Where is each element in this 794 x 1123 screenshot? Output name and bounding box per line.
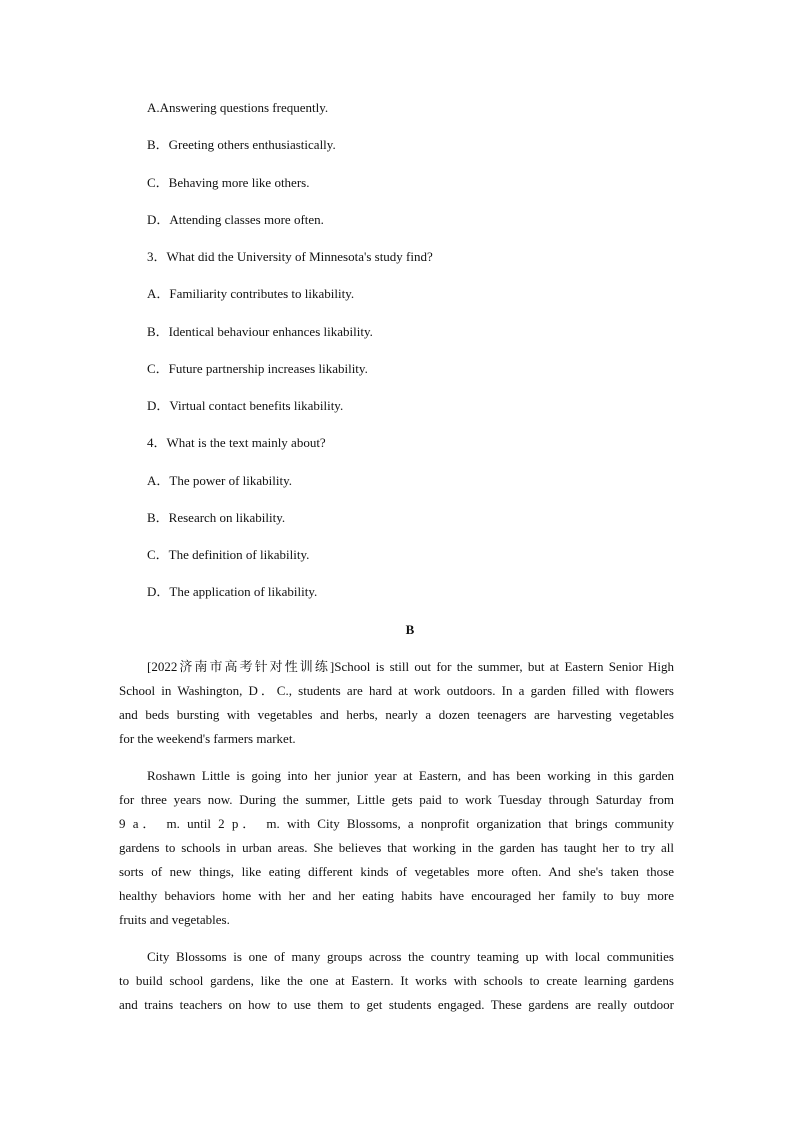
q2-option-c: C．Behaving more like others. [147, 175, 310, 190]
paragraph-2 [119, 764, 674, 932]
paragraph-line: for three years now. During the summer, Little gets paid to work Tuesday through Saturday from [119, 792, 674, 807]
paragraph-line: healthy behaviors home with her and her eating habits have encouraged her family to buy more [119, 888, 674, 903]
q2-option-b: B．Greeting others enthusiastically. [147, 137, 336, 152]
paragraph-line: sorts of new things, like eating different kinds of vegetables more often. And she's taken those [119, 864, 674, 879]
q4-option-c: C．The definition of likability. [147, 547, 310, 562]
q3-option-a: A．Familiarity contributes to likability. [147, 286, 355, 301]
paragraph-1 [119, 655, 674, 751]
paragraph-line: Roshawn Little is going into her junior year at Eastern, and has been working in this garden [147, 768, 674, 783]
paragraph-line: to build school gardens, like the one at Eastern. It works with schools to create learning gardens [119, 973, 674, 988]
q2-option-a: A.Answering questions frequently. [147, 100, 329, 115]
q4-question: 4．What is the text mainly about? [147, 435, 326, 450]
q3-question: 3．What did the University of Minnesota's study find? [147, 249, 433, 264]
paragraph-3 [119, 945, 674, 1017]
paragraph-line: for the weekend's farmers market. [119, 731, 296, 746]
paragraph-line: School in Washington, D．C., students are hard at work outdoors. In a garden filled with flowers [119, 683, 674, 698]
paragraph-line: and beds bursting with vegetables and herbs, nearly a dozen teenagers are harvesting vegetables [119, 707, 674, 722]
paragraph-line: fruits and vegetables. [119, 912, 230, 927]
q4-option-a: A．The power of likability. [147, 473, 293, 488]
q2-option-d: D．Attending classes more often. [147, 212, 324, 227]
paragraph-line: gardens to schools in urban areas. She believes that working in the garden has taught her to try all [119, 840, 674, 855]
paragraph-line: [2022济南市高考针对性训练]School is still out for the summer, but at Eastern Senior High [147, 659, 674, 674]
paragraph-line: and trains teachers on how to use them to get students engaged. These gardens are really outdoor [119, 997, 674, 1012]
paragraph-line: 9 a． m. until 2 p． m. with City Blossoms, a nonprofit organization that brings community [119, 816, 674, 831]
q3-option-c: C．Future partnership increases likability. [147, 361, 368, 376]
paragraph-line: City Blossoms is one of many groups across the country teaming up with local communities [147, 949, 674, 964]
q4-option-d: D．The application of likability. [147, 584, 318, 599]
q3-option-b: B．Identical behaviour enhances likability. [147, 324, 373, 339]
section-heading: B [405, 622, 415, 637]
q4-option-b: B．Research on likability. [147, 510, 286, 525]
q3-option-d: D．Virtual contact benefits likability. [147, 398, 344, 413]
